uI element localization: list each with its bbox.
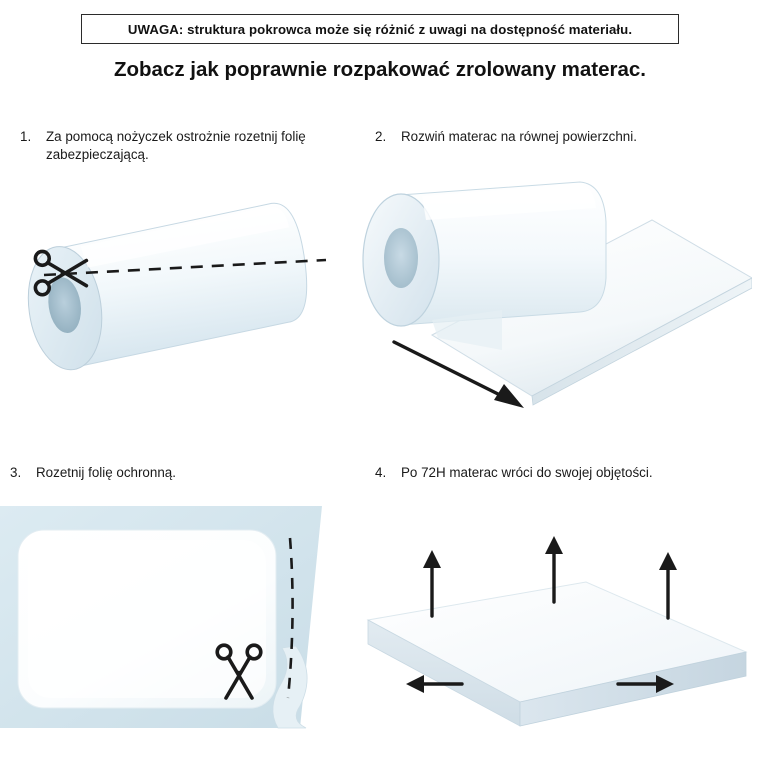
step-1-text: Za pomocą nożyczek ostrożnie rozetnij folię zabezpieczającą. — [46, 129, 306, 163]
notice-text: UWAGA: struktura pokrowca może się różnić z uwagi na dostępność materiału. — [127, 21, 633, 37]
mattress-roll-shape — [19, 200, 315, 375]
step-4-caption — [375, 464, 725, 482]
step-3-illustration — [0, 506, 340, 746]
step-2-illustration — [352, 160, 752, 430]
step-4-illustration — [350, 520, 750, 750]
page-title: Zobacz jak poprawnie rozpakować zrolowany materac. — [113, 58, 647, 81]
expand-arrow-up-right — [659, 552, 677, 618]
step-2-text: Rozwiń materac na równej powierzchni. — [401, 129, 637, 144]
step-2-caption — [375, 128, 715, 146]
step-3-number: 3. — [10, 465, 22, 480]
step-4-number: 4. — [375, 465, 387, 480]
step-1-illustration — [8, 178, 338, 408]
expand-arrow-up-left — [423, 550, 441, 616]
step-1-number: 1. — [20, 129, 32, 144]
step-2-number: 2. — [375, 129, 387, 144]
step-4-text: Po 72H materac wróci do swojej objętości. — [401, 465, 653, 480]
step-1-caption — [20, 128, 340, 164]
step-3-text: Rozetnij folię ochronną. — [36, 465, 176, 480]
notice-banner — [81, 14, 679, 44]
mattress-slab-shape — [368, 582, 746, 726]
step-3-caption — [10, 464, 330, 482]
